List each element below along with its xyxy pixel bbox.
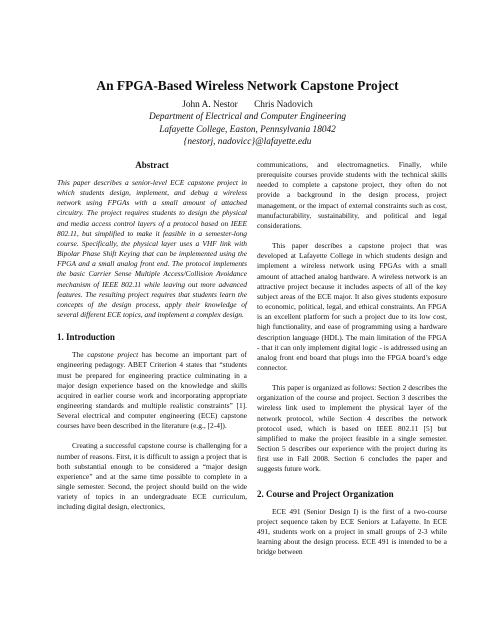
section2-paragraph-1: ECE 491 (Senior Design I) is the first of a two-course project sequence taken by ECE Seniors at Lafayette. In ECE 491, students work on a project in small groups of 2-3 while learning about the design process. ECE 491 is intended to be a bridge between bbox=[257, 506, 447, 557]
text-run: has become an important part of engineering pedagogy. ABET Criterion 4 states that “students must be prepared for engineering practice culminating in a major design experience based on the knowledge and skills acquired in earlier course work and incorporating appropriate engineering standards and multiple realistic constraints” [1]. Several electrical and computer engineering (ECE) capstone courses have been described in the literature (e.g., [2-4]). bbox=[57, 350, 247, 431]
affiliation: Department of Electrical and Computer Engineering bbox=[148, 112, 346, 123]
left-column bbox=[57, 160, 247, 523]
right-column bbox=[257, 160, 447, 567]
author-name: John A. Nestor bbox=[182, 100, 238, 110]
intro-paragraph-2-continued: communications, and electromagnetics. Finally, while prerequisite courses provide students with the technical skills needed to complete a capstone project, they often do not provide a background in the design process, project management, or the impact of external constraints such as cost, manufacturability, sustainability, and political and legal considerations. bbox=[257, 160, 447, 230]
email: {nestorj, nadovicc}@lafayette.edu bbox=[183, 137, 312, 148]
emphasis-text: capstone project bbox=[87, 350, 139, 360]
intro-paragraph-1 bbox=[57, 350, 247, 431]
paper-header bbox=[0, 99, 495, 149]
abstract-text: This paper describes a senior-level ECE capstone project in which students design, implement, and debug a wireless network using FPGAs with a small amount of attached circuitry. The project requires students to design the physical and media access control layers of a protocol based on IEEE 802.11, but simplified to make it feasible in a semester-long course. Specifically, the physical layer uses a VHF link with Bipolar Phase Shift Keying that can be implemented using the FPGA and a small analog front end. The protocol implements the basic Carrier Sense Multiple Access/Collision Avoidance mechanism of IEEE 802.11 while leaving out more advanced features. The resulting project requires that students learn the concepts of the design process, apply their knowledge of several different ECE topics, and implement a complex design. bbox=[57, 178, 247, 320]
paper-title: An FPGA-Based Wireless Network Capstone Project bbox=[96, 78, 399, 93]
abstract-heading: Abstract bbox=[135, 160, 169, 170]
intro-paragraph-2: Creating a successful capstone course is challenging for a number of reasons. First, it is difficult to assign a project that is both substantial enough to be considered a “major design experience” and at the same time possible to complete in a single semester. Second, the project should build on the wide variety of topics in an undergraduate ECE curriculum, including digital design, electronics, bbox=[57, 441, 247, 512]
section-heading-introduction: 1. Introduction bbox=[57, 332, 115, 343]
intro-paragraph-3: This paper describes a capstone project that was developed at Lafayette College in which students design and implement a wireless network using FPGAs with a small amount of attached analog hardware. A wireless network is an attractive project because it includes aspects of all of the key subject areas of the ECE major. It also gives students exposure to economic, political, legal, and ethical constraints. An FPGA is an excellent platform for such a project due to its low cost, high functionality, and ease of programming using a hardware description language (HDL). The main limitation of the FPGA - that it can only implement digital logic - is addressed using an analog front end board that plugs into the FPGA board’s edge connector. bbox=[257, 241, 447, 372]
intro-paragraph-4: This paper is organized as follows: Section 2 describes the organization of the course and project. Section 3 describes the wireless link used to implement the physical layer of the network protocol, while Section 4 describes the network protocol used, which is based on IEEE 802.11 [5] but simplified to make the project feasible in a single semester. Section 5 describes our experience with the project during its first use in Fall 2008. Section 6 concludes the paper and suggests future work. bbox=[257, 383, 447, 474]
author-list bbox=[0, 99, 495, 111]
text-run: The bbox=[72, 350, 88, 360]
author-name: Chris Nadovich bbox=[254, 100, 313, 110]
section-heading-course-organization: 2. Course and Project Organization bbox=[257, 488, 394, 499]
address: Lafayette College, Easton, Pennsylvania 18042 bbox=[159, 124, 336, 135]
